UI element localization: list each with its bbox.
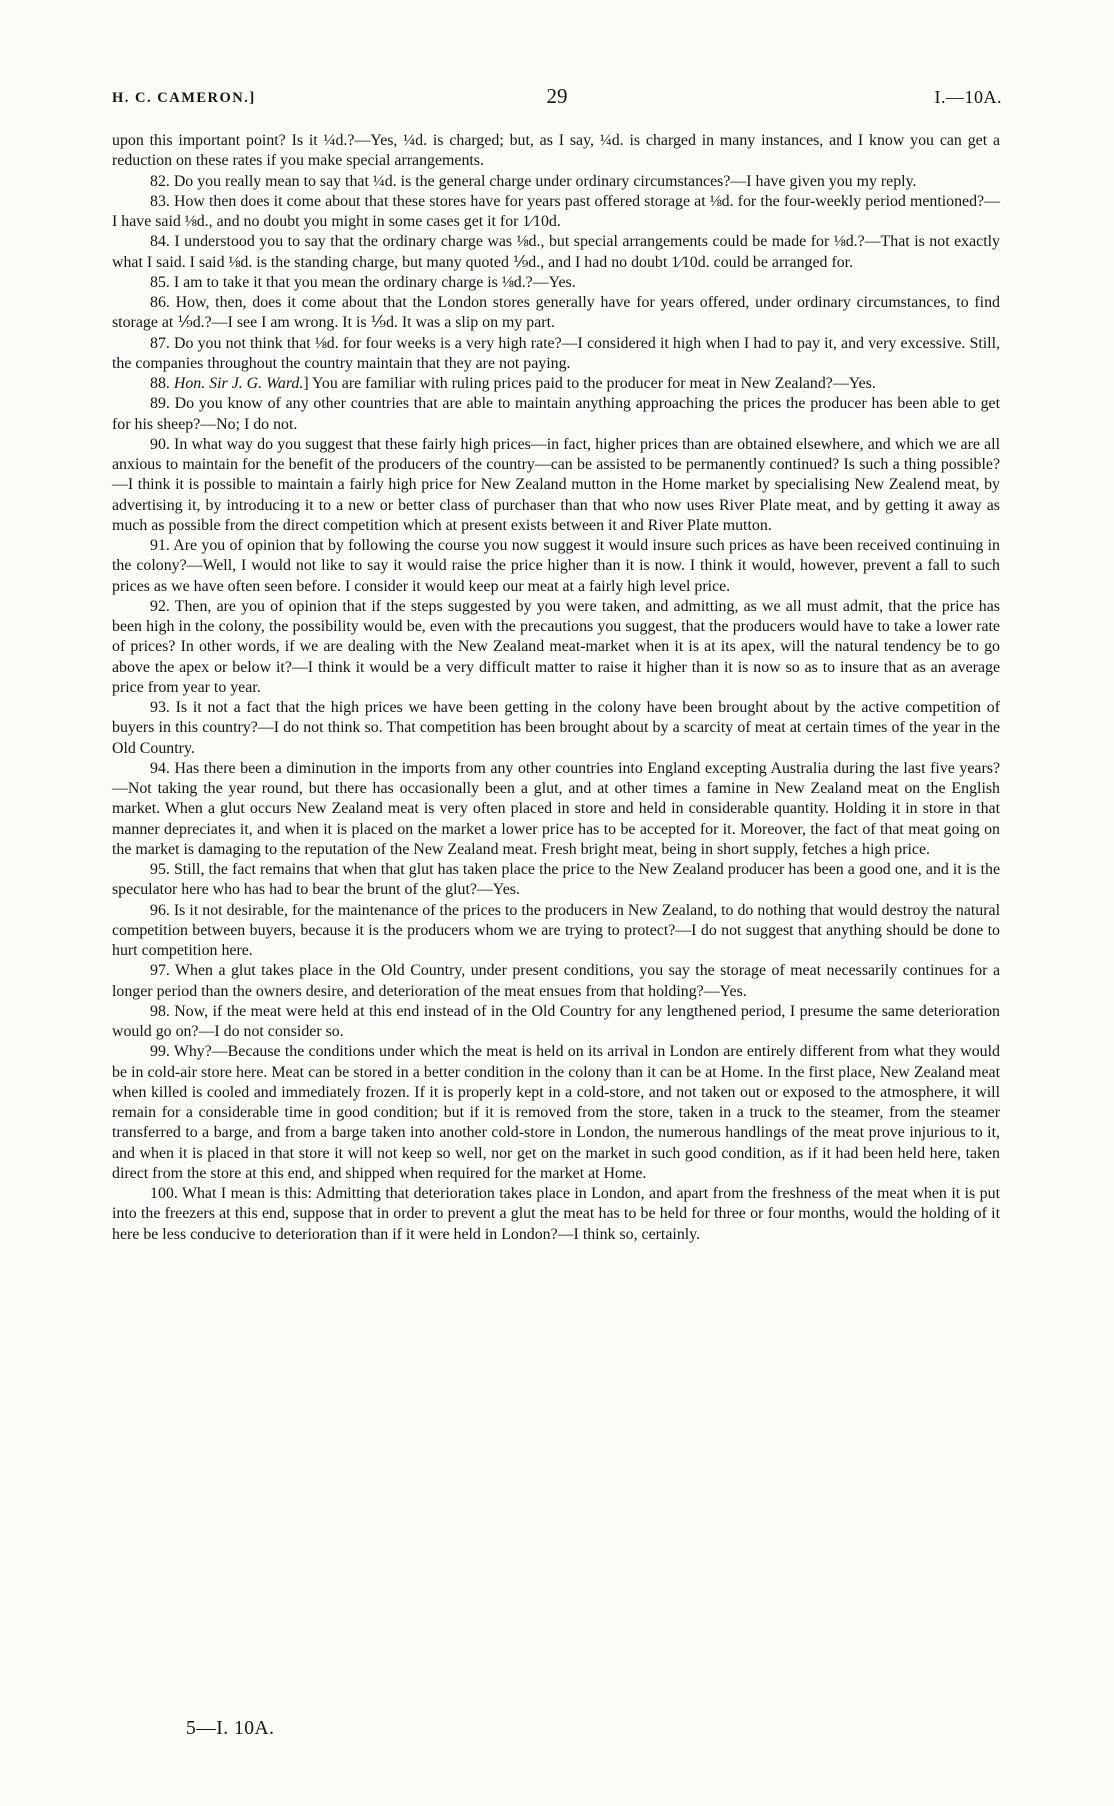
question-82: 82. Do you really mean to say that ¼d. is the general charge under ordinary circumstances?—I have given you my reply.	[150, 172, 917, 190]
question-92: 92. Then, are you of opinion that if the steps suggested by you were taken, and admitting, as we all must admit, that the price has been high in the colony, the possibility would be, even with the precautions you suggest, that the producers would have to take a lower rate of prices? In other words, if we are dealing with the New Zealand meat-market when it is at its apex, will the natural tendency be to go above the apex or below it?—I think it would be a very difficult matter to raise it higher than it is now so as to insure that as an average price from year to year.	[112, 597, 1000, 696]
question-84: 84. I understood you to say that the ordinary charge was ⅛d., but special arrangements could be made for ⅛d.?—That is not exactly what I said. I said ⅛d. is the standing charge, but many quoted ⅑d., and I had no doubt 1⁄10d. could be arranged for.	[112, 233, 1000, 271]
question-85: 85. I am to take it that you mean the ordinary charge is ⅛d.?—Yes.	[150, 273, 576, 291]
question-90: 90. In what way do you suggest that these fairly high prices—in fact, higher prices than are obtained elsewhere, and which we are all anxious to maintain for the benefit of the producers of the country—can be assisted to be permanently continued? Is such a thing possible?—I think it is possible to maintain a fairly high price for New Zealand mutton in the Home market by specialising New Zealend meat, by advertising it, by introducing it to a new or better class of purchaser than that who now uses River Plate meat, and by getting it away as much as possible from the direct competition which at present exists between it and River Plate mutton.	[112, 435, 1000, 534]
question-87: 87. Do you not think that ⅛d. for four weeks is a very high rate?—I considered it high when I had to pay it, and very excessive. Still, the companies throughout the country maintain that they are not paying.	[112, 334, 1000, 372]
question-95: 95. Still, the fact remains that when that glut has taken place the price to the New Zealand producer has been a good one, and it is the speculator here who has had to bear the brunt of the glut?—Yes.	[112, 861, 1000, 899]
question-96: 96. Is it not desirable, for the maintenance of the prices to the producers in New Zealand, to do nothing that would destroy the natural competition between buyers, because it is the producers whom we are trying to protect?—I do not suggest that anything should be done to hurt competition here.	[112, 901, 1000, 959]
question-99: 99. Why?—Because the conditions under which the meat is held on its arrival in London are entirely different from what they would be in cold-air store here. Meat can be stored in a better condition in the colony than it can be at Home. In the first place, New Zealand meat when killed is cooled and immediately frozen. If it is properly kept in a cold-store, and not taken out or exposed to the atmosphere, it will remain for a considerable time in good condition; but if it is removed from the store, taken in a truck to the steamer, from the steamer transferred to a barge, and from a barge taken into another cold-store in London, the numerous handlings of the meat prove injurious to it, and when it is placed in that store it will not keep so well, nor get on the market in such good condition, as if it had been held here, taken direct from the store at this end, and shipped when required for the market at Home.	[112, 1043, 1000, 1182]
question-100: 100. What I mean is this: Admitting that deterioration takes place in London, and apart from the freshness of the meat when it is put into the freezers at this end, suppose that in order to prevent a glut the meat has to be held for three or four months, would the holding of it here be less conducive to deterioration than if it were held in London?—I think so, certainly.	[112, 1185, 1000, 1243]
question-98: 98. Now, if the meat were held at this end instead of in the Old Country for any lengthened period, I presume the same deterioration would go on?—I do not consider so.	[112, 1002, 1000, 1040]
question-94: 94. Has there been a diminution in the imports from any other countries into England excepting Australia during the last five years?—Not taking the year round, but there has occasionally been a glut, and at other times a famine in New Zealand meat on the English market. When a glut occurs New Zealand meat is very often placed in store and held in considerable quantity. Holding it in store in that manner depreciates it, and when it is placed on the market a lower price has to be accepted for it. Moreover, the fact of that meat going on the market is damaging to the reputation of the New Zealand meat. Fresh bright meat, being in short supply, fetches a high price.	[112, 759, 1000, 858]
question-86: 86. How, then, does it come about that the London stores generally have for years offered, under ordinary circumstances, to find storage at ⅑d.?—I see I am wrong. It is ⅑d. It was a slip on my part.	[112, 294, 1000, 332]
question-89: 89. Do you know of any other countries that are able to maintain anything approaching the prices the producer has been able to get for his sheep?—No; I do not.	[112, 395, 1000, 433]
question-97: 97. When a glut takes place in the Old Country, under present conditions, you say the storage of meat necessarily continues for a longer period than the owners desire, and deterioration of the meat ensues from that holding?—Yes.	[112, 962, 1000, 1000]
question-93: 93. Is it not a fact that the high prices we have been getting in the colony have been brought about by the active competition of buyers in this country?—I do not think so. That competition has been brought about by a scarcity of meat at certain times of the year in the Old Country.	[112, 699, 1000, 757]
question-88-speaker: Hon. Sir J. G. Ward.	[173, 375, 304, 392]
signature-mark: 5—I. 10A.	[186, 1718, 275, 1739]
question-83: 83. How then does it come about that these stores have for years past offered storage at ⅛d. for the four-weekly period mentioned?—I have said ⅛d., and no doubt you might in some cases get it for 1⁄10d.	[112, 192, 1000, 230]
page-number: 29	[546, 84, 568, 108]
paragraph-continuation: upon this important point? Is it ¼d.?—Yes, ¼d. is charged; but, as I say, ¼d. is charged in many instances, and I know you can get a reduction on these rates if you make special arrangements.	[112, 132, 1000, 170]
question-91: 91. Are you of opinion that by following the course you now suggest it would insure such prices as have been received continuing in the colony?—Well, I would not like to say it would raise the price higher than it is now. I think it would, however, prevent a fall to such prices as we have often seen before. I consider it would keep our meat at a fairly high level price.	[112, 537, 1000, 595]
header-paper-reference: I.—10A.	[934, 87, 1002, 107]
header-witness-name: H. C. CAMERON.]	[112, 90, 256, 106]
page-header	[112, 84, 1002, 114]
question-88-text: ] You are familiar with ruling prices paid to the producer for meat in New Zealand?—Yes.	[303, 375, 876, 392]
question-88-number: 88.	[150, 375, 170, 392]
body-text	[112, 131, 1000, 1245]
question-88	[112, 374, 1000, 394]
